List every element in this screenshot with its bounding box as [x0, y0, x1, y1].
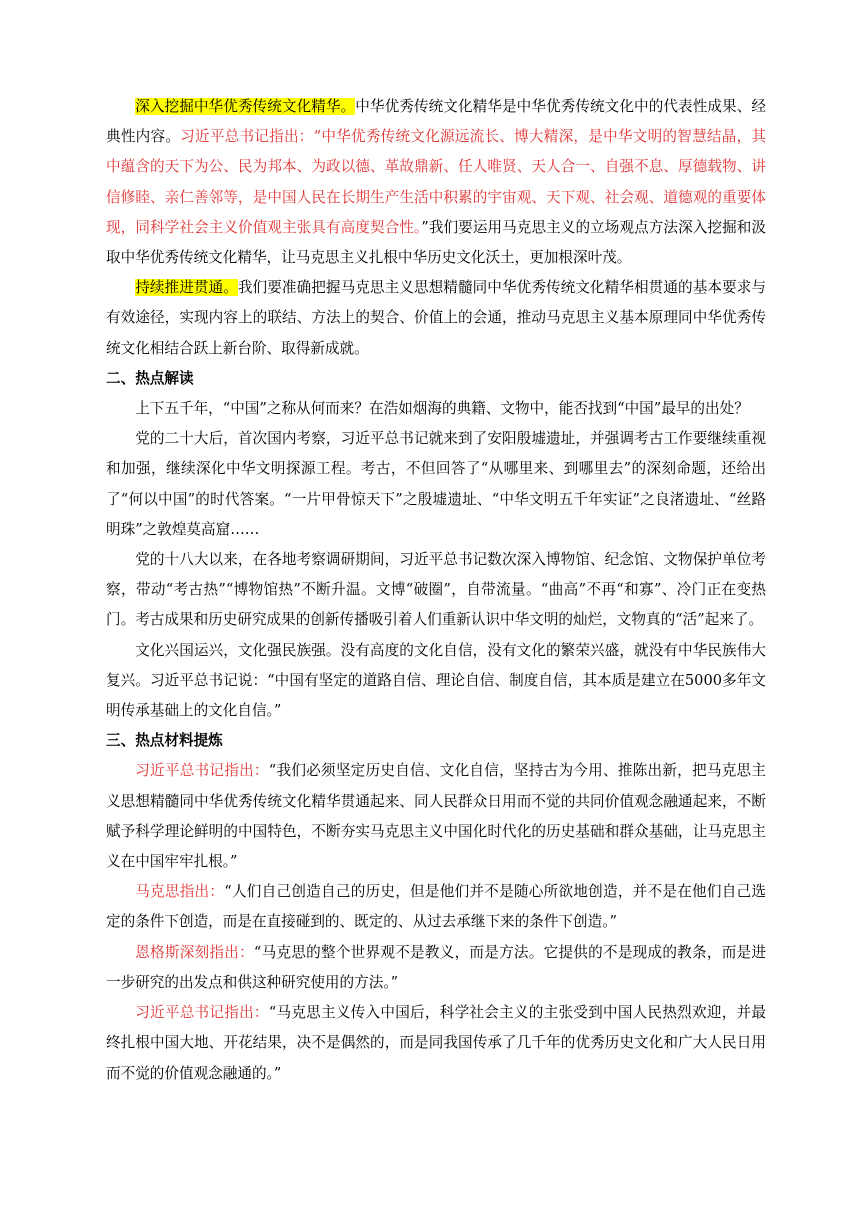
paragraph-cultural-confidence: 文化兴国运兴，文化强民族强。没有高度的文化自信，没有文化的繁荣兴盛，就没有中华民族伟大复兴。习近平总书记说：“中国有坚定的道路自信、理论自信、制度自信，其本质是建立在5000多年文明传承基础上的文化自信。”	[106, 641, 766, 720]
section-heading-material-extraction: 三、热点材料提炼	[106, 732, 223, 750]
quote-speaker: 恩格斯深刻指出：	[135, 943, 254, 961]
paragraph-text: 我们要准确把握马克思主义思想精髓同中华优秀传统文化精华相贯通的基本要求与有效途径，实现内容上的联结、方法上的契合、价值上的会通，推动马克思主义基本原理同中华优秀传统文化相结合跃上新台阶、取得新成就。	[106, 279, 766, 357]
xi-quote-red: 习近平总书记指出：“中华优秀传统文化源远流长、博大精深，是中华文明的智慧结晶，其中蕴含的天下为公、民为邦本、为政以德、革故鼎新、任人唯贤、天人合一、自强不息、厚德载物、讲信修睦、亲仁善邻等，是中国人民在长期生产生活中积累的宇宙观、天下观、社会观、道德观的重要体现，同科学社会主义价值观主张具有高度契合性。	[106, 128, 766, 236]
quote-xi-1	[106, 756, 766, 877]
document-page	[106, 92, 766, 1089]
quote-speaker: 马克思指出：	[135, 883, 225, 901]
paragraph-yinxu-visit: 党的二十大后，首次国内考察，习近平总书记就来到了安阳殷墟遗址，并强调考古工作要继续重视和加强，继续深化中华文明探源工程。考古，不但回答了“从哪里来、到哪里去”的深刻命题，还给出了“何以中国”的时代答案。“一片甲骨惊天下”之殷墟遗址、“中华文明五千年实证”之良渚遗址、“丝路明珠”之敦煌莫高窟……	[106, 430, 766, 538]
quote-marx	[106, 877, 766, 937]
paragraph-deep-dig	[106, 92, 766, 273]
paragraph-text: 中华优秀传统文化精华是中华优秀传统文化中的代表性成果、经典性内容。	[106, 98, 766, 146]
paragraph-museum-heat: 党的十八大以来，在各地考察调研期间，习近平总书记数次深入博物馆、纪念馆、文物保护单位考察，带动“考古热”“博物馆热”不断升温。文博“破圈”，自带流量。“曲高”不再“和寡”、冷门正在变热门。考古成果和历史研究成果的创新传播吸引着人们重新认识中华文明的灿烂，文物真的“活”起来了。	[106, 551, 766, 629]
quote-text: “马克思的整个世界观不是教义，而是方法。它提供的不是现成的教条，而是进一步研究的出发点和供这种研究使用的方法。”	[106, 943, 766, 991]
highlighted-heading-deep-dig: 深入挖掘中华优秀传统文化精华。	[135, 98, 356, 115]
highlighted-heading-integration: 持续推进贯通。	[135, 279, 238, 297]
quote-xi-2	[106, 998, 766, 1089]
quote-engels	[106, 938, 766, 998]
paragraph-text: ”我们要运用马克思主义的立场观点方法深入挖掘和汲取中华优秀传统文化精华，让马克思主义扎根中华历史文化沃土，更加根深叶茂。	[106, 218, 767, 267]
section-heading-hot-interpretation: 二、热点解读	[106, 369, 194, 387]
quote-text: “我们必须坚定历史自信、文化自信，坚持古为今用、推陈出新，把马克思主义思想精髓同中华优秀传统文化精华贯通起来、同人民群众日用而不觉的共同价值观念融通起来，不断赋予科学理论鲜明的中国特色，不断夯实马克思主义中国化时代化的历史基础和群众基础，让马克思主义在中国牢牢扎根。”	[106, 762, 766, 871]
paragraph-china-origin: 上下五千年，“中国”之称从何而来？在浩如烟海的典籍、文物中，能否找到“中国”最早的出处？	[135, 400, 749, 418]
paragraph-continuous-integration	[106, 273, 766, 364]
quote-speaker: 习近平总书记指出：	[135, 762, 269, 780]
quote-text: “人们自己创造自己的历史，但是他们并不是随心所欲地创造，并不是在他们自己选定的条件下创造，而是在直接碰到的、既定的、从过去承继下来的条件下创造。”	[106, 883, 766, 931]
quote-text: “马克思主义传入中国后，科学社会主义的主张受到中国人民热烈欢迎，并最终扎根中国大地、开花结果，决不是偶然的，而是同我国传承了几千年的优秀历史文化和广大人民日用而不觉的价值观念融通的。”	[106, 1004, 766, 1082]
quote-speaker: 习近平总书记指出：	[135, 1004, 269, 1022]
